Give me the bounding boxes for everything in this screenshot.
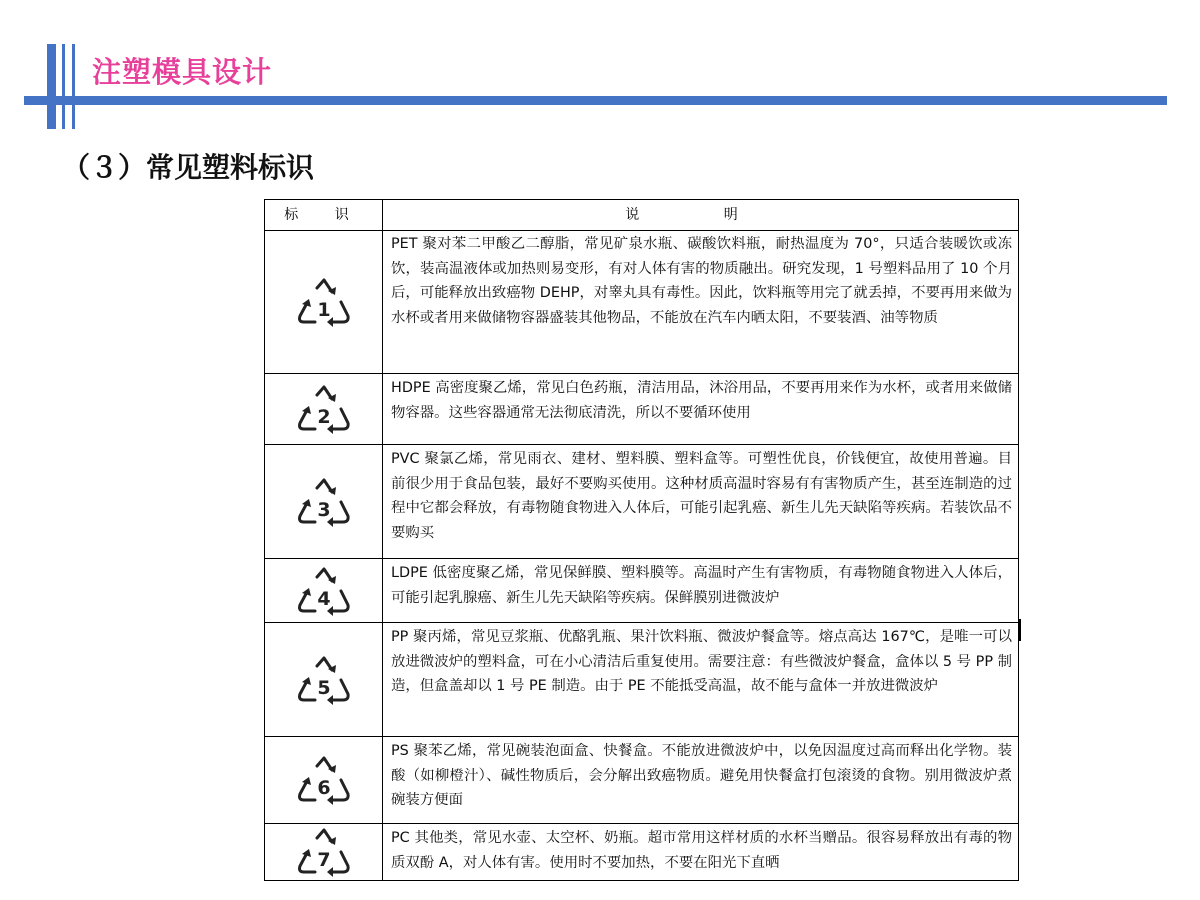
table-header bbox=[265, 200, 1018, 231]
recycle-code-3-icon bbox=[295, 476, 353, 528]
symbol-cell bbox=[265, 374, 383, 444]
header-vertical-bar-1 bbox=[47, 44, 56, 129]
resin-code-number: 1 bbox=[316, 298, 331, 321]
resin-code-number: 5 bbox=[316, 676, 331, 699]
symbol-cell bbox=[265, 559, 383, 622]
description-text: PP 聚丙烯，常见豆浆瓶、优酪乳瓶、果汁饮料瓶、微波炉餐盒等。熔点高达 167℃，是唯一可以放进微波炉的塑料盒，可在小心清洁后重复使用。需要注意：有些微波炉餐盒，盒体以 5 号 PP 制造，但盒盖却以 1 号 PE 制造。由于 PE 不能抵受高温，故不能与盒体一并放进微波炉 bbox=[391, 629, 1012, 694]
resin-code-number: 4 bbox=[316, 587, 331, 610]
symbol-cell bbox=[265, 230, 383, 373]
header-vertical-bar-2 bbox=[62, 44, 65, 129]
description-text: PC 其他类，常见水壶、太空杯、奶瓶。超市常用这样材质的水杯当赠品。很容易释放出有毒的物质双酚 A，对人体有害。使用时不要加热，不要在阳光下直晒 bbox=[391, 830, 1012, 871]
table-row bbox=[265, 623, 1018, 737]
page-title: 注塑模具设计 bbox=[92, 55, 273, 89]
recycle-code-4-icon bbox=[295, 565, 353, 617]
recycle-code-7-icon bbox=[295, 826, 353, 878]
recycle-code-2-icon bbox=[295, 383, 353, 435]
table-row bbox=[265, 737, 1018, 824]
header-horizontal-rule bbox=[24, 96, 1167, 105]
section-heading: （３）常见塑料标识 bbox=[62, 151, 315, 184]
column-header-description: 说 明 bbox=[625, 207, 776, 223]
resin-code-number: 3 bbox=[316, 498, 331, 521]
symbol-cell bbox=[265, 445, 383, 558]
recycle-code-6-icon bbox=[295, 754, 353, 806]
recycle-code-1-icon bbox=[295, 276, 353, 328]
symbol-cell bbox=[265, 623, 383, 736]
symbol-cell bbox=[265, 737, 383, 823]
recycle-code-5-icon bbox=[295, 654, 353, 706]
table-row bbox=[265, 374, 1018, 445]
table-row bbox=[265, 824, 1018, 880]
table-row bbox=[265, 445, 1018, 559]
header-vertical-bar-3 bbox=[72, 44, 75, 129]
table-row bbox=[265, 230, 1018, 374]
resin-code-number: 7 bbox=[316, 849, 331, 871]
description-text: PVC 聚氯乙烯，常见雨衣、建材、塑料膜、塑料盒等。可塑性优良，价钱便宜，故使用普遍。目前很少用于食品包装，最好不要购买使用。这种材质高温时容易有有害物质产生，甚至连制造的过程中它都会释放，有毒物随食物进入人体后，可能引起乳癌、新生儿先天缺陷等疾病。若装饮品不要购买 bbox=[391, 451, 1012, 541]
text-cursor-mark bbox=[1018, 619, 1021, 641]
symbol-cell bbox=[265, 824, 383, 880]
description-text: LDPE 低密度聚乙烯，常见保鲜膜、塑料膜等。高温时产生有害物质，有毒物随食物进入人体后，可能引起乳腺癌、新生儿先天缺陷等疾病。保鲜膜别进微波炉 bbox=[391, 565, 1012, 606]
table-row bbox=[265, 559, 1018, 623]
description-text: PS 聚苯乙烯，常见碗装泡面盒、快餐盒。不能放进微波炉中，以免因温度过高而释出化学物。装酸（如柳橙汁）、碱性物质后，会分解出致癌物质。避免用快餐盒打包滚烫的食物。别用微波炉煮碗装方便面 bbox=[391, 743, 1012, 808]
resin-code-number: 2 bbox=[316, 406, 331, 428]
description-text: PET 聚对苯二甲酸乙二醇脂，常见矿泉水瓶、碳酸饮料瓶，耐热温度为 70°，只适合装暖饮或冻饮，装高温液体或加热则易变形，有对人体有害的物质融出。研究发现，1 号塑料品用了 10 个月后，可能释放出致癌物 DEHP，对睾丸具有毒性。因此，饮料瓶等用完了就丢掉，不要再用来做为水杯或者用来做储物容器盛装其他物品，不能放在汽车内晒太阳，不要装酒、油等物质 bbox=[391, 236, 1013, 326]
description-text: HDPE 高密度聚乙烯，常见白色药瓶，清洁用品，沐浴用品，不要再用来作为水杯，或者用来做储物容器。这些容器通常无法彻底清洗，所以不要循环使用 bbox=[391, 380, 1012, 421]
resin-code-number: 6 bbox=[316, 777, 331, 799]
column-header-symbol: 标 识 bbox=[265, 200, 383, 230]
plastic-codes-table bbox=[264, 199, 1019, 881]
